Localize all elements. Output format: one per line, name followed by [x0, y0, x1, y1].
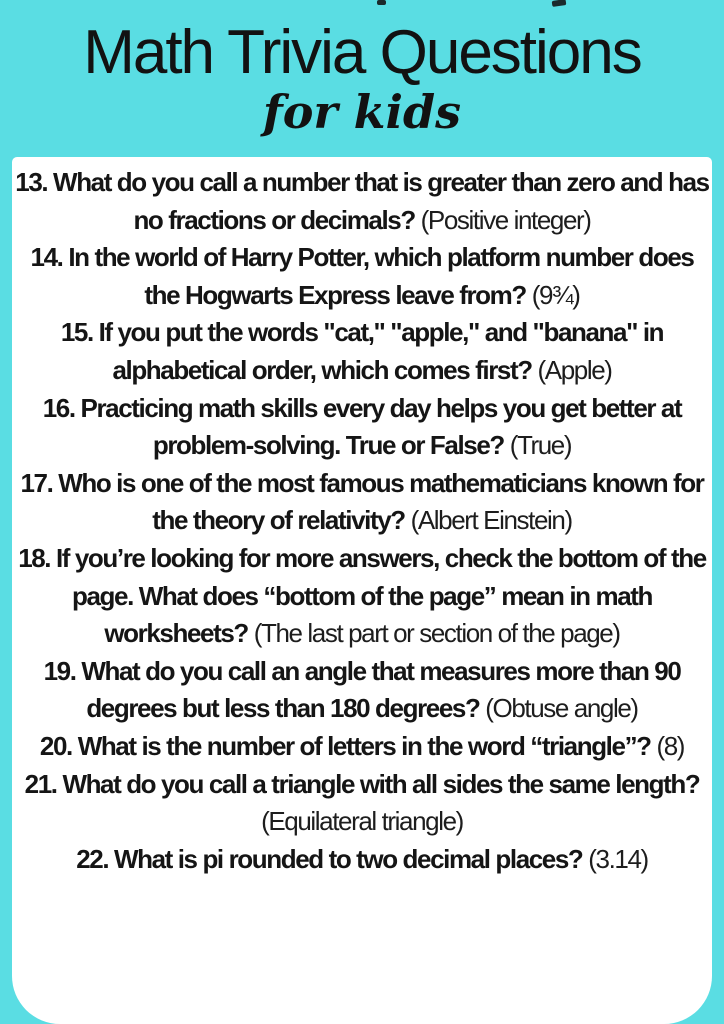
question-text: 15. If you put the words "cat," "apple," and "banana" in alphabetical order, which comes first?	[60, 317, 664, 385]
answer-text: (Apple)	[537, 354, 612, 385]
answer-text: (8)	[656, 730, 685, 761]
answer-text: (3.14)	[588, 843, 648, 874]
trivia-item	[15, 653, 709, 728]
question-text: 19. What do you call an angle that measures more than 90 degrees but less than 180 degrees?	[43, 655, 681, 724]
answer-text: (Equilateral triangle)	[261, 806, 463, 837]
trivia-item	[15, 766, 709, 841]
answer-text: (True)	[509, 430, 572, 461]
question-text: 22. What is pi rounded to two decimal places?	[76, 843, 583, 874]
trivia-item	[15, 465, 709, 540]
cropped-letter-fragment	[552, 0, 567, 7]
trivia-item	[15, 390, 709, 465]
question-text: 20. What is the number of letters in the word “triangle”?	[39, 730, 651, 761]
trivia-item	[15, 728, 709, 766]
questions-list	[12, 157, 712, 878]
answer-text: (Obtuse angle)	[485, 693, 638, 724]
trivia-item	[15, 314, 709, 389]
page-title: Math Trivia Questions	[83, 18, 641, 87]
cropped-letter-fragment	[377, 0, 386, 5]
answer-text: (9¾)	[531, 279, 580, 310]
trivia-item	[15, 239, 709, 314]
question-text: 21. What do you call a triangle with all sides the same length?	[24, 768, 700, 799]
answer-text: (The last part or section of the page)	[253, 618, 620, 649]
question-text: 13. What do you call a number that is greater than zero and has no fractions or decimals?	[15, 167, 709, 235]
trivia-item	[15, 164, 709, 239]
trivia-item	[15, 540, 709, 653]
answer-text: (Positive integer)	[420, 204, 591, 235]
question-text: 17. Who is one of the most famous mathematicians known for the theory of relativity?	[20, 467, 704, 536]
page-subtitle: for kids	[262, 85, 462, 139]
content-panel	[12, 157, 712, 1024]
trivia-item	[15, 841, 709, 879]
question-text: 14. In the world of Harry Potter, which platform number does the Hogwarts Express leave from?	[30, 242, 694, 310]
question-text: 18. If you’re looking for more answers, check the bottom of the page. What does “bottom of the page” mean in math worksheets?	[18, 542, 706, 649]
answer-text: (Albert Einstein)	[410, 505, 572, 536]
question-text: 16. Practicing math skills every day helps you get better at problem-solving. True or False?	[42, 392, 682, 461]
